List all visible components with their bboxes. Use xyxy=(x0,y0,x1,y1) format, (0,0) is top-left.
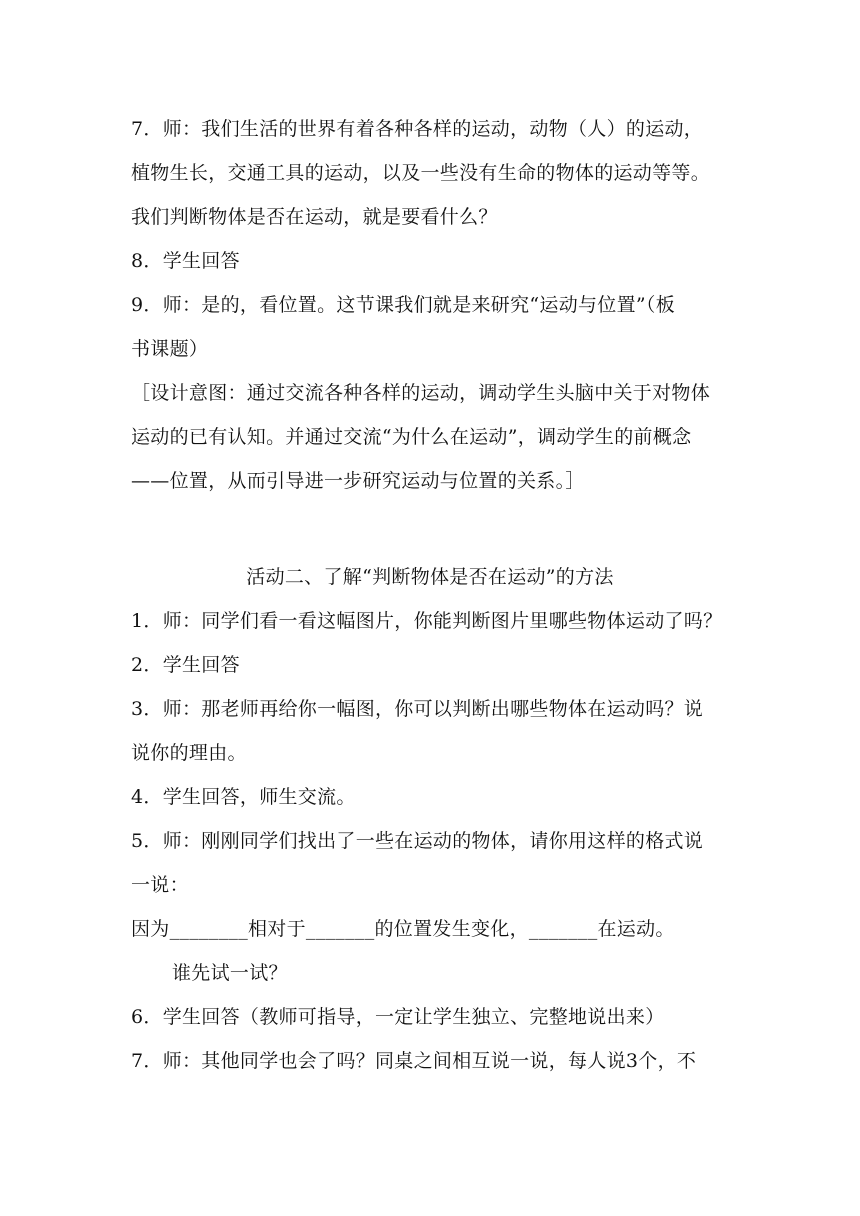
paragraph-line: 说你的理由。 xyxy=(131,742,247,764)
design-intent-line: 运动的已有认知。并通过交流“为什么在运动”，调动学生的前概念 xyxy=(131,426,692,448)
sentence-template-line: 因为________相对于_______的位置发生变化，_______在运动。 xyxy=(131,918,675,940)
paragraph-line: 1．师：同学们看一看这幅图片，你能判断图片里哪些物体运动了吗？ xyxy=(131,610,723,632)
paragraph-line: 7．师：其他同学也会了吗？同桌之间相互说一说，每人说3个，不 xyxy=(131,1050,697,1072)
paragraph-line: 4．学生回答，师生交流。 xyxy=(131,786,356,808)
paragraph-line: 一说： xyxy=(131,874,189,896)
paragraph-line: 植物生长，交通工具的运动，以及一些没有生命的物体的运动等等。 xyxy=(131,162,711,184)
paragraph-line: 7．师：我们生活的世界有着各种各样的运动，动物（人）的运动， xyxy=(131,118,704,140)
paragraph-line: 书课题） xyxy=(131,338,209,360)
paragraph-line: 谁先试一试？ xyxy=(172,962,288,984)
paragraph-line: 8．学生回答 xyxy=(131,250,240,272)
design-intent-line: ——位置，从而引导进一步研究运动与位置的关系。］ xyxy=(131,470,585,492)
design-intent-line: ［设计意图：通过交流各种各样的运动，调动学生头脑中关于对物体 xyxy=(131,382,711,404)
paragraph-line: 3．师：那老师再给你一幅图，你可以判断出哪些物体在运动吗？说 xyxy=(131,698,704,720)
paragraph-line: 2．学生回答 xyxy=(131,654,240,676)
paragraph-line: 6．学生回答（教师可指导，一定让学生独立、完整地说出来） xyxy=(131,1006,665,1028)
section-heading: 活动二、了解“判断物体是否在运动”的方法 xyxy=(246,566,614,588)
paragraph-line: 我们判断物体是否在运动，就是要看什么？ xyxy=(131,206,498,228)
paragraph-line: 5．师：刚刚同学们找出了一些在运动的物体，请你用这样的格式说 xyxy=(131,830,704,852)
paragraph-line: 9．师：是的，看位置。这节课我们就是来研究“运动与位置”（板 xyxy=(131,294,676,316)
